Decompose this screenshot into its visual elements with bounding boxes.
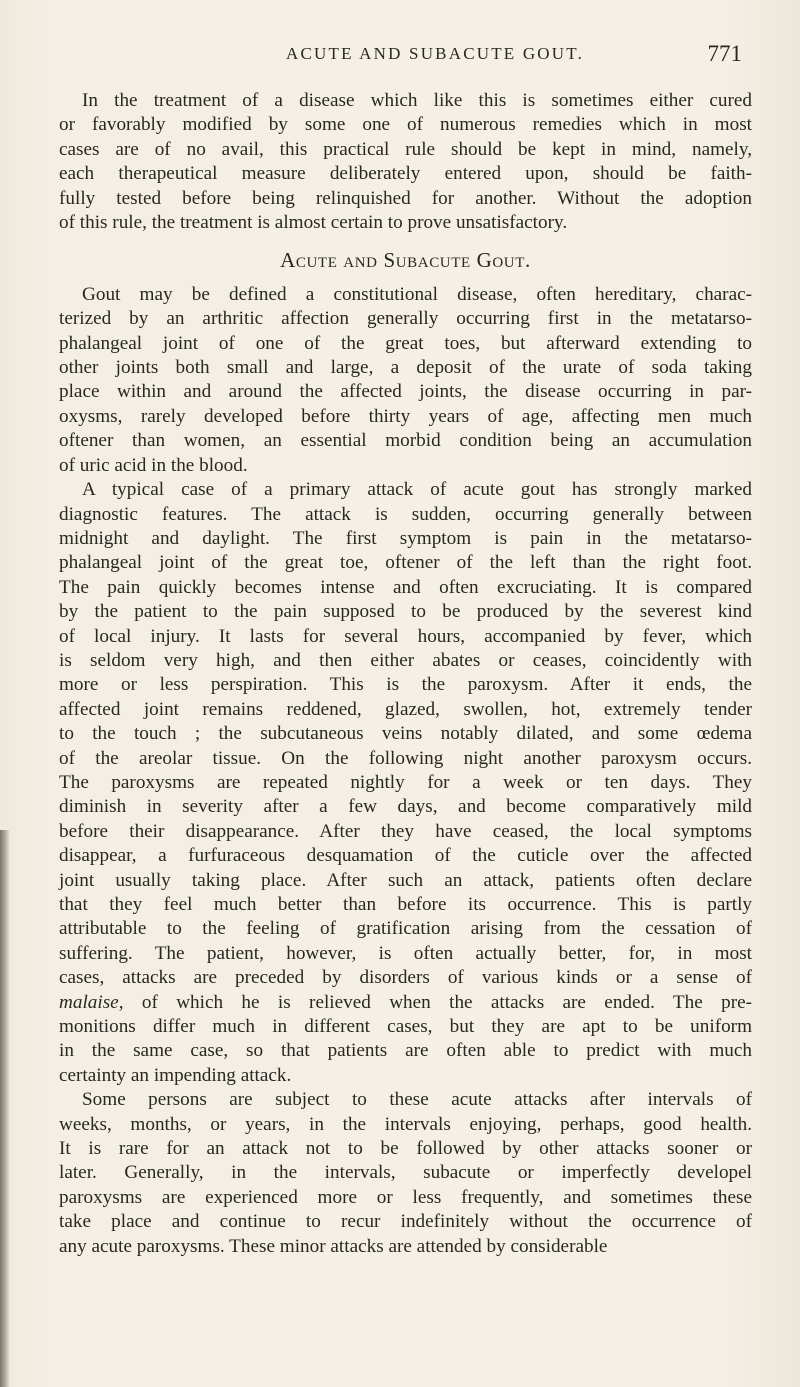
text-line: disappear, a furfuraceous desquamation of the cuticle over the affected	[59, 845, 752, 867]
text-line: paroxysms are experienced more or less frequently, and sometimes these	[59, 1186, 752, 1208]
text-line: more or less perspiration. This is the paroxysm. After it ends, the	[59, 674, 752, 696]
text-line: affected joint remains reddened, glazed, swollen, hot, extremely tender	[59, 698, 752, 720]
text-fragment: , of which he is relieved when the attacks are ended. The pre-	[118, 991, 752, 1013]
text-line: take place and continue to recur indefinitely without the occurrence of	[59, 1211, 752, 1233]
definition-paragraph	[59, 283, 752, 478]
recurrence-paragraph	[59, 1088, 752, 1259]
text-line: of this rule, the treatment is almost certain to prove unsatisfactory.	[59, 212, 568, 234]
text-line: Gout may be defined a constitutional disease, often hereditary, charac-	[82, 283, 752, 305]
text-line: of uric acid in the blood.	[59, 454, 248, 476]
body-text	[59, 89, 752, 1259]
text-line: oftener than women, an essential morbid condition being an accumulation	[59, 430, 752, 452]
text-line: diminish in severity after a few days, and become comparatively mild	[59, 796, 752, 818]
text-line: before their disappearance. After they have ceased, the local symptoms	[59, 820, 752, 842]
text-line: terized by an arthritic affection generally occurring first in the metatarso-	[59, 308, 752, 330]
binding-shadow	[0, 830, 10, 1387]
text-line: in the same case, so that patients are often able to predict with much	[59, 1040, 752, 1062]
text-line: each therapeutical measure deliberately entered upon, should be faith-	[59, 163, 752, 185]
text-line-with-italic	[59, 991, 752, 1015]
page-header	[286, 41, 742, 72]
text-line: fully tested before being relinquished for another. Without the adoption	[59, 187, 752, 209]
text-line: phalangeal joint of one of the great toes, but afterward extending to	[59, 332, 752, 354]
text-line: place within and around the affected joints, the disease occurring in par-	[59, 381, 752, 403]
text-line: cases, attacks are preceded by disorders of various kinds or a sense of	[59, 967, 752, 989]
text-line: monitions differ much in different cases, but they are apt to be uniform	[59, 1016, 752, 1038]
text-line: by the patient to the pain supposed to be produced by the severest kind	[59, 601, 752, 623]
text-line: In the treatment of a disease which like this is sometimes either cured	[82, 90, 752, 111]
text-line: is seldom very high, and then either abates or ceases, coincidently with	[59, 649, 752, 671]
text-line: of the areolar tissue. On the following night another paroxysm occurs.	[59, 747, 752, 769]
text-line: other joints both small and large, a deposit of the urate of soda taking	[59, 357, 752, 379]
text-line: diagnostic features. The attack is sudden, occurring generally between	[59, 503, 752, 525]
section-heading: Acute and Subacute Gout.	[280, 248, 531, 273]
text-line: It is rare for an attack not to be followed by other attacks sooner or	[59, 1138, 752, 1160]
text-line: any acute paroxysms. These minor attacks are attended by considerable	[59, 1235, 608, 1257]
text-line: of local injury. It lasts for several hours, accompanied by fever, which	[59, 625, 752, 647]
text-line: The paroxysms are repeated nightly for a week or ten days. They	[59, 771, 752, 793]
text-line: The pain quickly becomes intense and often excruciating. It is compared	[59, 576, 752, 598]
italic-word-malaise: malaise	[59, 991, 119, 1013]
text-line: suffering. The patient, however, is often actually better, for, in most	[59, 942, 752, 964]
text-line: to the touch ; the subcutaneous veins notably dilated, and some œdema	[59, 723, 752, 745]
running-title: ACUTE AND SUBACUTE GOUT.	[286, 44, 585, 63]
text-line: later. Generally, in the intervals, subacute or imperfectly developel	[59, 1162, 752, 1184]
text-line: oxysms, rarely developed before thirty years of age, affecting men much	[59, 405, 752, 427]
text-line: A typical case of a primary attack of acute gout has strongly marked	[82, 479, 752, 501]
text-line: attributable to the feeling of gratification arising from the cessation of	[59, 918, 752, 940]
text-line: certainty an impending attack.	[59, 1064, 292, 1086]
text-line: Some persons are subject to these acute attacks after intervals of	[82, 1089, 752, 1111]
page-number: 771	[707, 41, 742, 66]
text-line: joint usually taking place. After such an attack, patients often declare	[59, 869, 752, 891]
text-line: weeks, months, or years, in the intervals enjoying, perhaps, good health.	[59, 1113, 752, 1135]
text-line: that they feel much better than before its occurrence. This is partly	[59, 894, 752, 915]
text-line: midnight and daylight. The first symptom is pain in the metatarso-	[59, 527, 752, 549]
text-line: phalangeal joint of the great toe, oftener of the left than the right foot.	[59, 552, 752, 574]
typical-case-paragraph	[59, 478, 752, 1088]
text-line: cases are of no avail, this practical rule should be kept in mind, namely,	[59, 138, 752, 160]
text-line: or favorably modified by some one of numerous remedies which in most	[59, 114, 752, 136]
intro-paragraph	[59, 89, 752, 235]
